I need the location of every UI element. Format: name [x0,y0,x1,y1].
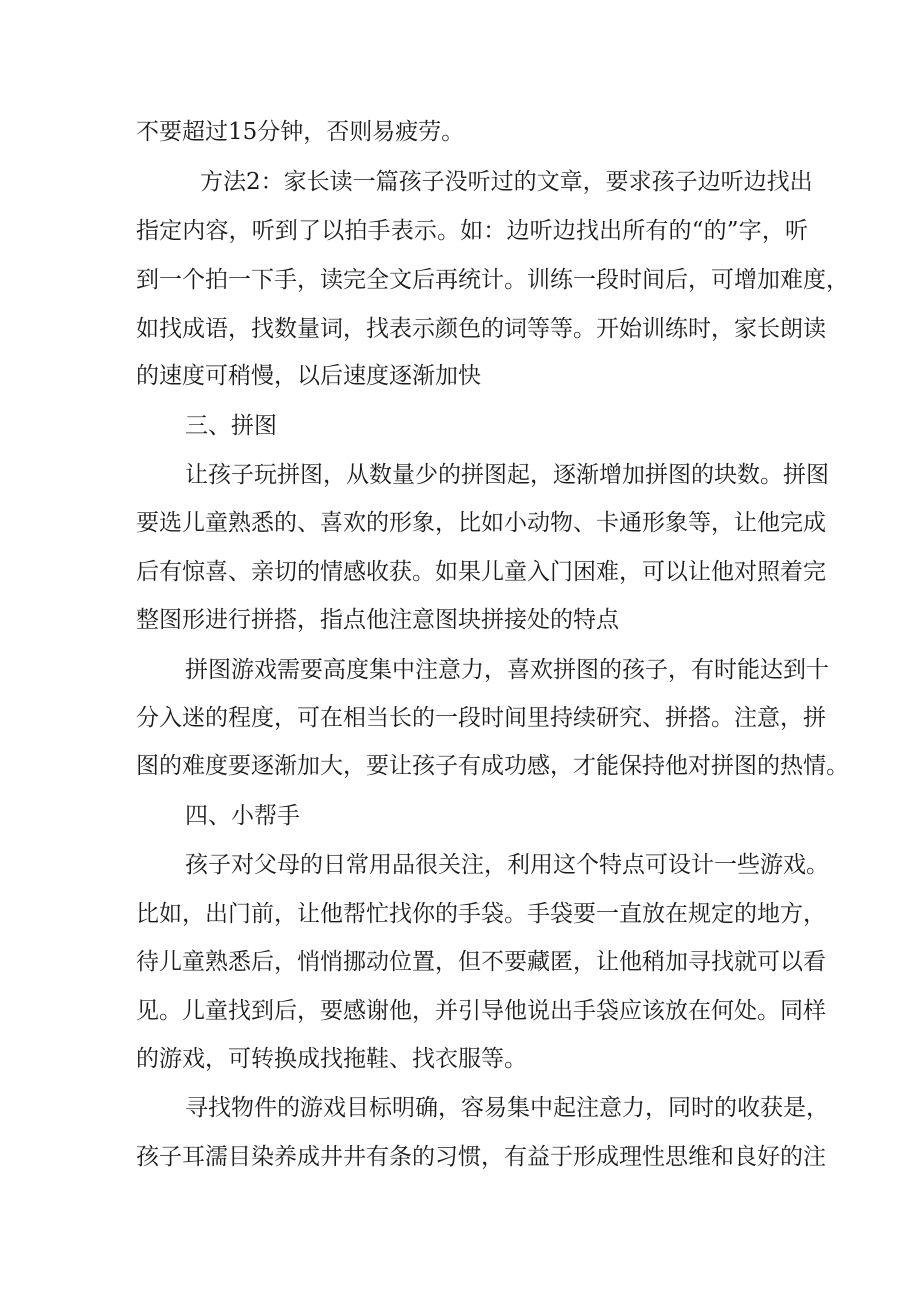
text-line: 寻找物件的游戏目标明确，容易集中起注意力，同时的收获是， [185,1095,829,1121]
text-line: 到一个拍一下手，读完全文后再统计。训练一段时间后，可增加难度， [136,267,849,293]
text-line: 的游戏，可转换成找拖鞋、找衣服等。 [136,1046,527,1072]
text-line: 方法2：家长读一篇孩子没听过的文章，要求孩子边听边找出 [200,169,813,195]
text-line: 图的难度要逐渐加大，要让孩子有成功感，才能保持他对拼图的热情。 [136,753,849,779]
text-line: 孩子耳濡目染养成井井有条的习惯，有益于形成理性思维和良好的注 [136,1144,826,1170]
text-line: 要选儿童熟悉的、喜欢的形象，比如小动物、卡通形象等，让他完成 [136,510,826,536]
text-line: 后有惊喜、亲切的情感收获。如果儿童入门困难，可以让他对照着完 [136,559,826,585]
text-line: 指定内容，听到了以拍手表示。如：边听边找出所有的“的”字，听 [136,218,808,244]
text-line: 拼图游戏需要高度集中注意力，喜欢拼图的孩子，有时能达到十 [185,657,829,683]
text-line: 待儿童熟悉后，悄悄挪动位置，但不要藏匿，让他稍加寻找就可以看 [136,949,826,975]
text-line: 让孩子玩拼图，从数量少的拼图起，逐渐增加拼图的块数。拼图 [185,462,829,488]
text-line: 比如，出门前，让他帮忙找你的手袋。手袋要一直放在规定的地方， [136,901,826,927]
text-line: 分入迷的程度，可在相当长的一段时间里持续研究、拼搭。注意，拼 [136,705,826,731]
section-heading: 四、小帮手 [185,803,300,829]
text-line: 如找成语，找数量词，找表示颜色的词等等。开始训练时，家长朗读 [136,316,826,342]
text-line: 整图形进行拼搭，指点他注意图块拼接处的特点 [136,607,619,633]
text-line: 不要超过15分钟，否则易疲劳。 [136,119,465,145]
text-line: 孩子对父母的日常用品很关注，利用这个特点可设计一些游戏。 [185,852,829,878]
text-line: 的速度可稍慢，以后速度逐渐加快 [136,363,481,389]
text-line: 见。儿童找到后，要感谢他，并引导他说出手袋应该放在何处。同样 [136,998,826,1024]
section-heading: 三、拼图 [185,413,277,439]
